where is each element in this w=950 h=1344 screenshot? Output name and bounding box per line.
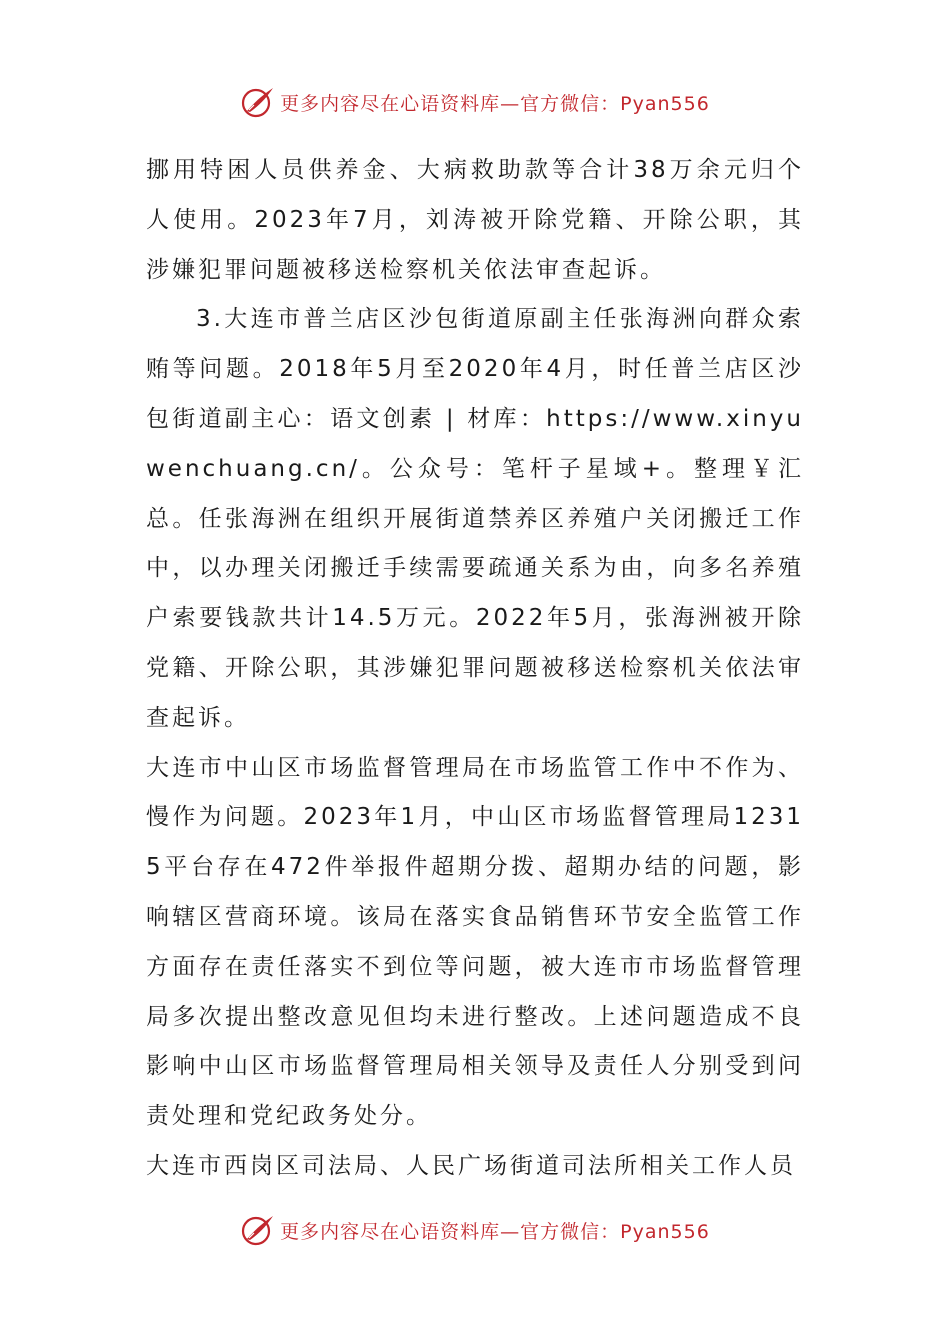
footer-wechat-id: Pyan556	[620, 1220, 710, 1243]
paragraph-1: 挪用特困人员供养金、大病救助款等合计38万余元归个人使用。2023年7月，刘涛被开除党籍、开除公职，其涉嫌犯罪问题被移送检察机关依法审查起诉。	[146, 157, 804, 283]
header-wechat-id: Pyan556	[620, 92, 710, 115]
paragraph-4: 大连市西岗区司法局、人民广场街道司法所相关工作人员	[146, 1152, 796, 1179]
paragraph-3: 大连市中山区市场监督管理局在市场监管工作中不作为、慢作为问题。2023年1月，中山区市场监督管理局12315平台存在472件举报件超期分拨、超期办结的问题，影响辖区营商环境。该局在落实食品销售环节安全监管工作方面存在责任落实不到位等问题，被大连市市场监督管理局多次提出整改意见但均未进行整改。上述问题造成不良影响中山区市场监督管理局相关领导及责任人分别受到问责处理和党纪政务处分。	[146, 754, 804, 1130]
document-body	[146, 146, 804, 1192]
header-watermark-banner	[0, 80, 950, 124]
footer-banner-text: 更多内容尽在心语资料库—官方微信：Pyan556	[280, 1220, 710, 1243]
quill-logo-icon	[240, 1212, 276, 1248]
header-banner-text: 更多内容尽在心语资料库—官方微信：Pyan556	[280, 92, 710, 115]
quill-logo-icon	[240, 84, 276, 120]
paragraph-2: 3.大连市普兰店区沙包街道原副主任张海洲向群众索贿等问题。2018年5月至2020年4月，时任普兰店区沙包街道副主心：语文创素 | 材库：https://www.xinyuwenchuang.cn/。公众号：笔杆子星域+。整理￥汇总。任张海洲在组织开展街道禁养区养殖户关闭搬迁工作中，以办理关闭搬迁手续需要疏通关系为由，向多名养殖户索要钱款共计14.5万元。2022年5月，张海洲被开除党籍、开除公职，其涉嫌犯罪问题被移送检察机关依法审查起诉。	[146, 306, 804, 731]
footer-watermark-banner	[0, 1208, 950, 1252]
